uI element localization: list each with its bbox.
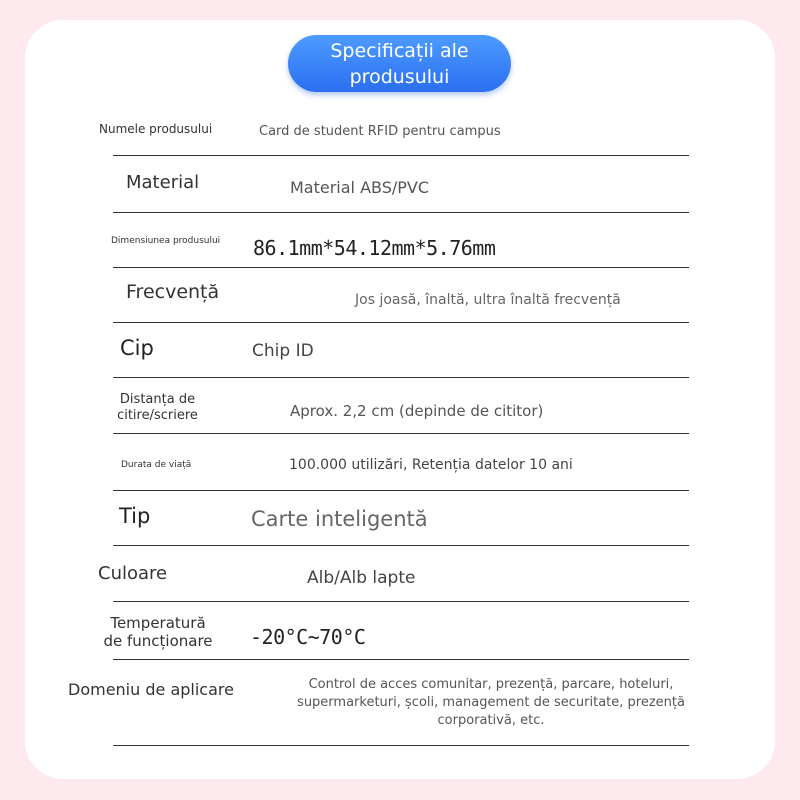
row-divider xyxy=(113,377,689,378)
spec-label-material: Material xyxy=(126,172,200,193)
spec-value-chip: Chip ID xyxy=(252,341,314,361)
spec-value-color: Alb/Alb lapte xyxy=(307,568,416,588)
spec-value-application xyxy=(274,676,708,730)
spec-value-frequency: Jos joasă, înaltă, ultra înaltă frecvență xyxy=(355,292,621,308)
page-title-text: Specificații ale produsului xyxy=(330,39,469,88)
page-title xyxy=(288,35,511,92)
spec-label-operating-temp-line2: de funcționare xyxy=(103,632,213,650)
spec-value-application-line3: corporativă, etc. xyxy=(437,713,545,728)
row-divider xyxy=(113,212,689,213)
row-divider xyxy=(113,745,689,746)
row-divider xyxy=(113,601,689,602)
spec-label-frequency: Frecvență xyxy=(126,281,220,303)
row-divider xyxy=(113,545,689,546)
spec-value-dimensions: 86.1mm*54.12mm*5.76mm xyxy=(253,236,496,260)
spec-label-read-distance xyxy=(105,392,210,424)
spec-label-type: Tip xyxy=(119,504,151,528)
spec-value-application-line1: Control de acces comunitar, prezență, parcare, hoteluri, xyxy=(308,677,674,692)
spec-value-lifetime: 100.000 utilizări, Retenția datelor 10 ani xyxy=(289,457,573,473)
spec-value-material: Material ABS/PVC xyxy=(290,178,430,197)
spec-value-type: Carte inteligentă xyxy=(251,507,428,531)
spec-value-product-name: Card de student RFID pentru campus xyxy=(259,124,501,139)
spec-label-operating-temp-line1: Temperatură xyxy=(110,614,206,632)
spec-value-application-line2: supermarketuri, școli, management de securitate, prezență xyxy=(297,695,685,710)
spec-value-operating-temp: -20°C~70°C xyxy=(250,625,366,649)
spec-label-operating-temp xyxy=(98,614,218,650)
spec-label-application: Domeniu de aplicare xyxy=(68,680,234,699)
spec-value-read-distance: Aprox. 2,2 cm (depinde de cititor) xyxy=(290,402,544,420)
spec-label-color: Culoare xyxy=(98,563,168,584)
row-divider xyxy=(113,267,689,268)
row-divider xyxy=(113,433,689,434)
row-divider xyxy=(113,490,689,491)
row-divider xyxy=(113,322,689,323)
spec-label-product-name: Numele produsului xyxy=(99,122,213,136)
spec-label-read-distance-line1: Distanța de xyxy=(119,392,196,407)
spec-label-lifetime: Durata de viață xyxy=(121,460,192,470)
row-divider xyxy=(113,155,689,156)
spec-label-dimensions: Dimensiunea produsului xyxy=(111,236,221,246)
spec-label-chip: Cip xyxy=(120,336,154,360)
row-divider xyxy=(113,659,689,660)
spec-label-read-distance-line2: citire/scriere xyxy=(117,408,198,423)
